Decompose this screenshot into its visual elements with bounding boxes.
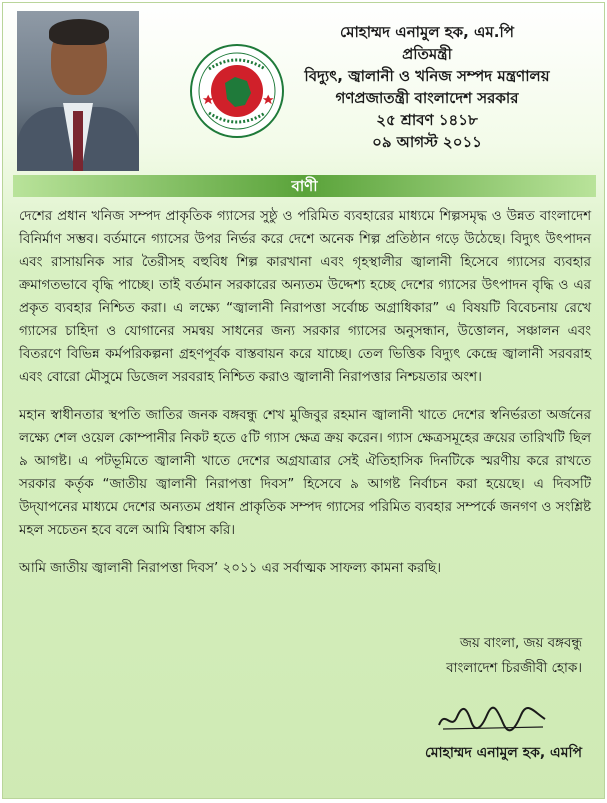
government-name: গণপ্রজাতন্ত্রী বাংলাদেশ সরকার [335,89,519,107]
portrait-tie [73,111,83,171]
signature-name: মোহাম্মদ এনামুল হক, এমপি [425,745,582,761]
date-english: ০৯ আগস্ট ২০১১ [372,133,482,151]
date-bangla: ২৫ শ্রাবণ ১৪১৮ [376,111,478,129]
banner-title: বাণী [291,177,318,195]
message-body [19,205,591,595]
signature-mark [433,703,553,735]
message-paragraph: মহান স্বাধীনতার স্থপতি জাতির জনক বঙ্গবন্ধু শেখ মুজিবুর রহমান জ্বালানী খাতে দেশের স্বনির্ভরতা অর্জনের লক্ষ্যে শেল ওয়েল কোম্পানীর নিকট হতে ৫টি গ্যাস ক্ষেত্র ক্রয় করেন। গ্যাস ক্ষেত্রসমূহের ক্রয়ের তারিখটি ছিল ৯ আগষ্ট। এ পটভূমিতে জ্বালানী খাতে দেশের অগ্রযাত্রার সেই ঐতিহাসিক দিনটিকে স্মরণীয় করে রাখতে সরকার কর্তৃক “জাতীয় জ্বালানী নিরাপত্তা দিবস” হিসেবে ৯ আগষ্ট নির্বাচন করা হয়েছে। এ দিবসটি উদ্‌যাপনের মাধ্যমে দেশের অন্যতম প্রধান প্রাকৃতিক সম্পদ গ্যাসের পরিমিত ব্যবহার সম্পর্কে জনগণ ও সংশ্লিষ্ট মহল সচেতন হবে বলে আমি বিশ্বাস করি। [19,408,591,538]
message-paragraph: আমি জাতীয় জ্বালানী নিরাপত্তা দিবস’ ২০১১ এর সর্বাত্মক সাফল্য কামনা করছি। [19,561,442,576]
ministry-name: বিদ্যুৎ, জ্বালানী ও খনিজ সম্পদ মন্ত্রণালয় [304,67,550,85]
header-block [262,21,592,153]
message-page [2,2,605,799]
message-banner [13,175,596,197]
closing-line-2: বাংলাদেশ চিরজীবী হোক। [446,661,582,676]
closing-block [446,631,582,681]
minister-name: মোহাম্মদ এনামুল হক, এম.পি [340,23,514,41]
message-paragraph: দেশের প্রধান খনিজ সম্পদ প্রাকৃতিক গ্যাসের সুষ্ঠু ও পরিমিত ব্যবহারের মাধ্যমে শিল্পসমৃদ্ধ ও উন্নত বাংলাদেশ বিনির্মাণ সম্ভব। বর্তমানে গ্যাসের উপর নির্ভর করে দেশে অনেক শিল্প প্রতিষ্ঠান গড়ে উঠেছে। বিদ্যুৎ উৎপাদন এবং রাসায়নিক সার তৈরীসহ বহুবিধ শিল্প কারখানা এবং গৃহস্থালীর জ্বালানী হিসেবে গ্যাসের ব্যবহার ক্রমাগতভাবে বৃদ্ধি পাচ্ছে। তাই বর্তমান সরকারের অন্যতম উদ্দেশ্য হচ্ছে দেশের গ্যাসের উৎপাদন বৃদ্ধি ও এর প্রকৃত ব্যবহার নিশ্চিত করা। এ লক্ষ্যে “জ্বালানী নিরাপত্তা সর্বোচ্চ অগ্রাধিকার” এ বিষয়টি বিবেচনায় রেখে গ্যাসের চাহিদা ও যোগানের সমন্বয় সাধনের জন্য সরকার গ্যাসের অনুসন্ধান, উত্তোলন, সঞ্চালন এবং বিতরণে বিভিন্ন কর্মপরিকল্পনা গ্রহণপূর্বক বাস্তবায়ন করে যাচ্ছে। তেল ভিত্তিক বিদ্যুৎ কেন্দ্রে জ্বালানী সরবরাহ এবং বোরো মৌসুমে ডিজেল সরবরাহ নিশ্চিত করাও জ্বালানী নিরাপত্তার নিশ্চয়তার অংশ। [19,209,591,385]
portrait-hair [49,19,109,45]
closing-line-1: জয় বাংলা, জয় বঙ্গবন্ধু [459,636,582,651]
minister-designation: প্রতিমন্ত্রী [402,45,452,63]
minister-portrait [17,11,139,171]
